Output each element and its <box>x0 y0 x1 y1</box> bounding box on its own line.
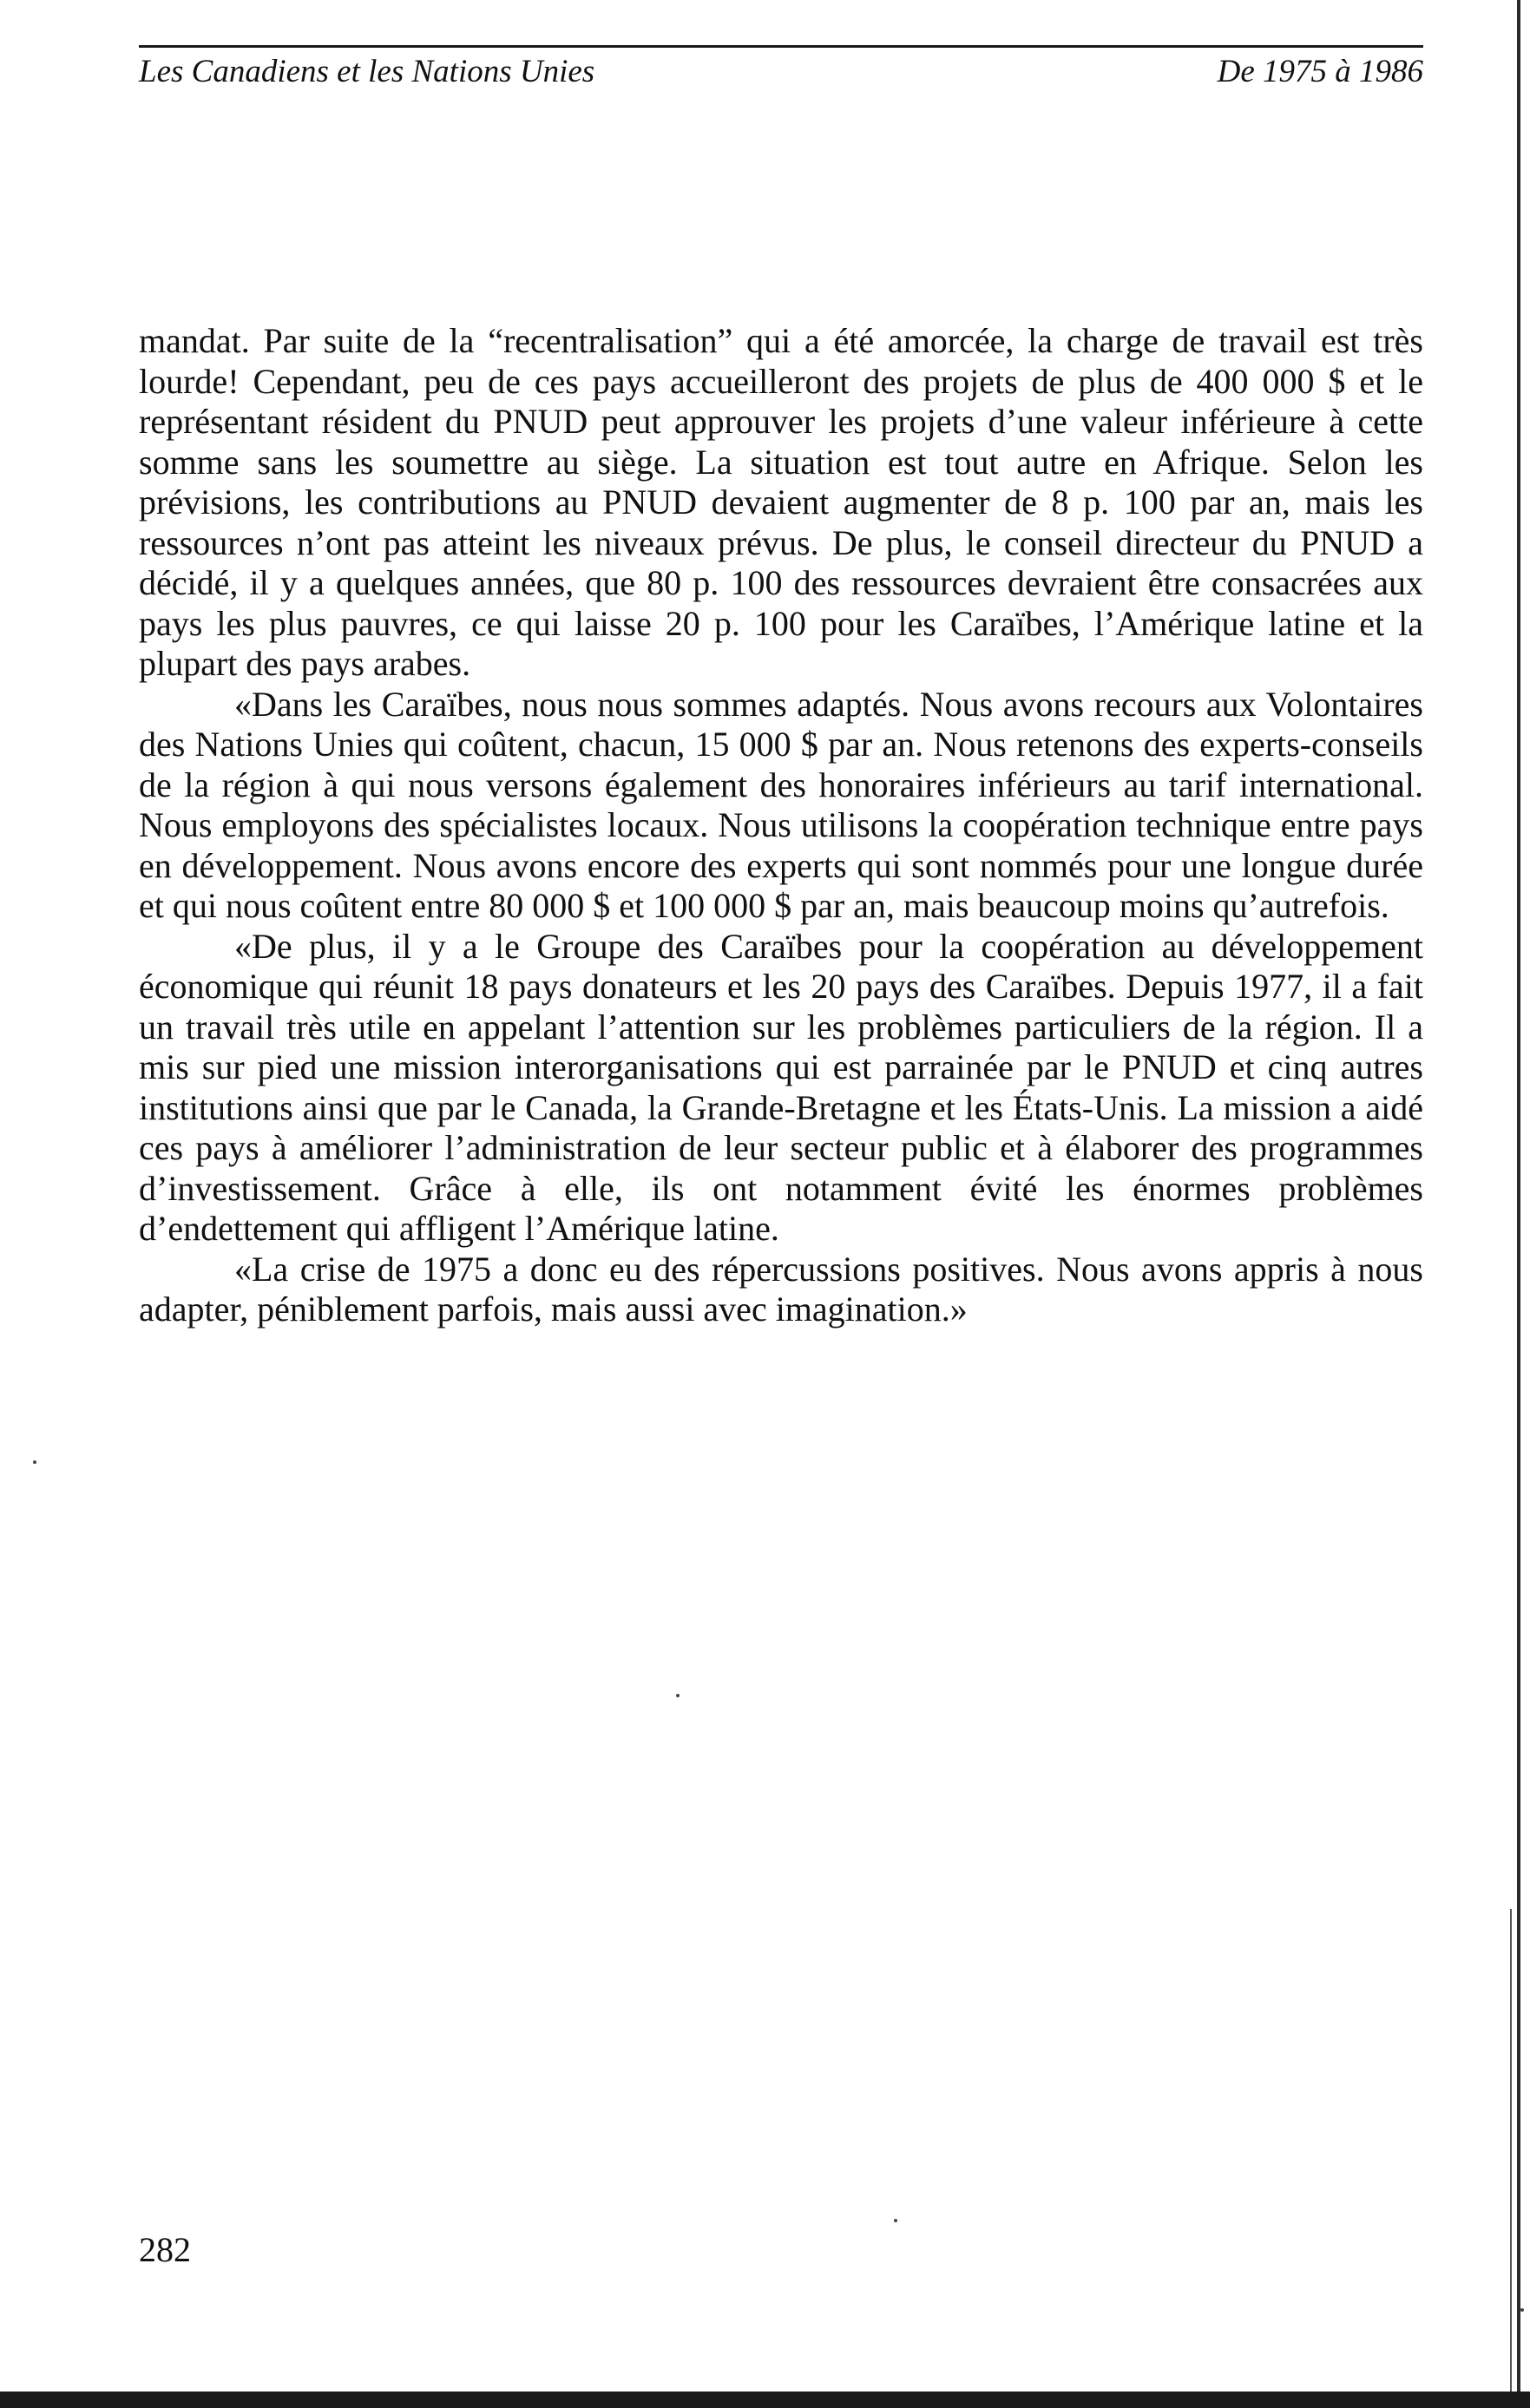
paragraph: mandat. Par suite de la “recentralisation” qui a été amorcée, la charge de travail est très lourde! Cependant, peu de ces pays accueilleront des projets de plus de 400 000 $ et le représentant résident du PNUD peut approuver les projets d’une valeur inférieure à cette somme sans les soumettre au siège. La situation est tout autre en Afrique. Selon les prévisions, les contributions au PNUD devaient augmenter de 8 p. 100 par an, mais les ressources n’ont pas atteint les niveaux prévus. De plus, le conseil directeur du PNUD a décidé, il y a quelques années, que 80 p. 100 des ressources devraient être consacrées aux pays les plus pauvres, ce qui laisse 20 p. 100 pour les Caraïbes, l’Amérique latine et la plupart des pays arabes. <box>139 321 1423 683</box>
scan-speck <box>1520 2308 1524 2312</box>
scan-speck <box>33 1460 36 1464</box>
paragraph: «La crise de 1975 a donc eu des répercussions positives. Nous avons appris à nous adapter, péniblement parfois, mais aussi avec imagination.» <box>139 1249 1423 1329</box>
paragraph: «De plus, il y a le Groupe des Caraïbes pour la coopération au développement économique qui réunit 18 pays donateurs et les 20 pays des Caraïbes. Depuis 1977, il a fait un travail très utile en appelant l’attention sur les problèmes particuliers de la région. Il a mis sur pied une mission interorganisations qui est parrainée par le PNUD et cinq autres institutions ainsi que par le Canada, la Grande-Bretagne et les États-Unis. La mission a aidé ces pays à améliorer l’administration de leur secteur public et à élaborer des programmes d’investissement. Grâce à elle, ils ont notamment évité les énormes problèmes d’endettement qui affligent l’Amérique latine. <box>139 926 1423 1248</box>
header-period: De 1975 à 1986 <box>1217 54 1423 89</box>
header-book-title: Les Canadiens et les Nations Unies <box>139 54 595 89</box>
scan-speck <box>676 1694 680 1697</box>
running-header <box>139 45 1423 94</box>
body-text <box>139 321 1423 1330</box>
page-number: 282 <box>139 2230 191 2269</box>
scan-speck <box>894 2219 897 2222</box>
page-bottom-edge <box>0 2392 1530 2408</box>
page-edge-rule <box>1517 0 1520 2408</box>
paragraph: «Dans les Caraïbes, nous nous sommes adaptés. Nous avons recours aux Volontaires des Nations Unies qui coûtent, chacun, 15 000 $ par an. Nous retenons des experts-conseils de la région à qui nous versons également des honoraires inférieurs au tarif international. Nous employons des spécialistes locaux. Nous utilisons la coopération technique entre pays en développement. Nous avons encore des experts qui sont nommés pour une longue durée et qui nous coûtent entre 80 000 $ et 100 000 $ par an, mais beaucoup moins qu’autrefois. <box>139 684 1423 925</box>
page-edge-rule <box>1510 1909 1512 2395</box>
